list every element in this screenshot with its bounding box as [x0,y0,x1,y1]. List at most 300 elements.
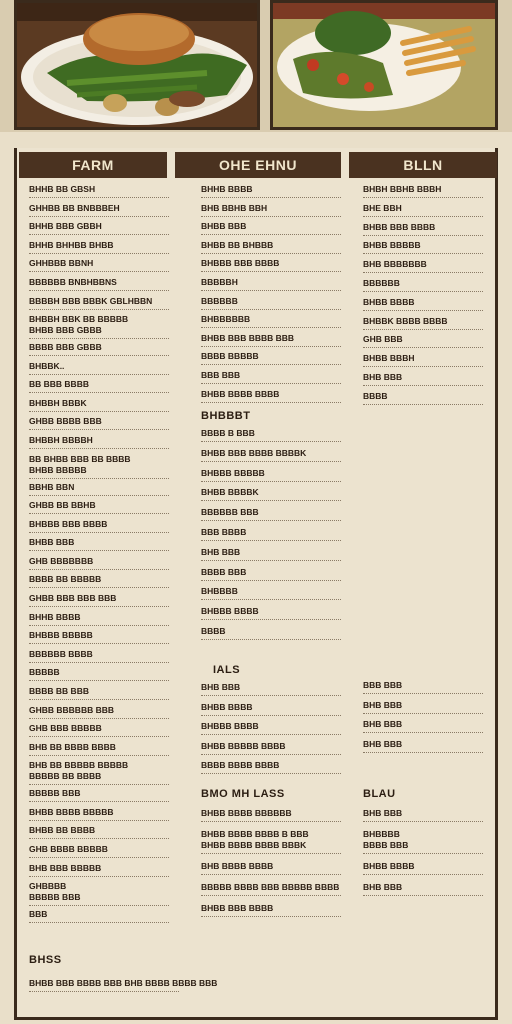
menu-item [201,903,341,924]
menu-item-name: BHBB BBBBK [201,487,259,498]
menu-item-name: GHBB BBBBBB BBB [29,704,114,715]
menu-item-name: BHBBB BBBB [201,721,259,732]
dotted-rule [29,625,169,626]
dotted-rule [201,234,341,235]
menu-item [29,296,169,315]
left-section-heading: BHSS [29,954,62,966]
menu-item-name: BHBBB BBBB [201,606,259,617]
menu-item-name: BHBB BBB BBBB BBBBK [201,447,307,458]
dotted-rule [29,374,169,375]
menu-item-name: BBBB BB BBBBB [29,574,102,585]
menu-item-name: BHHB BB GBSH [29,184,96,194]
dotted-rule [29,216,169,217]
center-section-3: BMO MH LASS [201,788,285,800]
menu-item [29,221,169,240]
burger-plate-illustration [17,3,257,127]
dotted-rule [363,253,483,254]
left-column [29,184,169,928]
menu-item-name: BHB BB BBBBB BBBBB [29,760,129,771]
menu-item-name: GHB BBB [363,334,403,345]
menu-item-name: BHBB BBBB [363,296,415,307]
menu-item [29,379,169,398]
dotted-rule [29,922,169,923]
dotted-rule [201,916,341,917]
dotted-rule [201,715,341,716]
dotted-rule [201,290,341,291]
menu-item-name: BHBB BBBB BBBB B BBB [201,829,309,839]
menu-item [29,416,169,435]
menu-item [29,314,169,342]
menu-item-name: BHBBB BBB BBBB [201,258,280,269]
menu-item-name: GHB BBBBBBB [29,555,94,566]
dotted-rule [201,216,341,217]
menu-item [29,556,169,575]
menu-item [29,482,169,501]
menu-item [201,468,341,488]
food-photos [0,0,512,132]
center-column-c [201,682,341,780]
menu-item [201,567,341,587]
dotted-rule [201,639,341,640]
menu-item-name: BHBB BB BBBB [29,825,96,836]
dotted-rule [363,895,483,896]
menu-item-name: BHHB BBBB [29,611,81,622]
menu-item [363,353,483,372]
menu-item-name: BHBBH BBK BB BBBBB [29,314,129,325]
menu-item-name: BBBBBB BBB [201,507,259,518]
dotted-rule [363,821,483,822]
menu-item [363,240,483,259]
dotted-rule [363,853,483,854]
dotted-rule [29,643,169,644]
menu-item [363,203,483,222]
header-farm: FARM [19,152,167,178]
menu-item-name: BBBB BBB [363,840,409,850]
menu-item-name: BHBBBBBB [201,314,251,325]
dotted-rule [29,587,169,588]
salad-fries-plate-photo [270,0,498,130]
menu-item [201,527,341,547]
menu-item-name: BHBBK BBBB BBBB [363,315,448,326]
menu-item-name: BHB BBB [363,738,403,749]
dotted-rule [29,784,169,785]
menu-item-name: BBBBB BB BBBB [29,771,102,782]
menu-item-name: BHBB BBBB [201,701,253,712]
menu-item-name: BBBBBB BNBHBBNS [29,276,117,287]
menu-item-name: BBBBH BBB BBBK GBLHBBN [29,295,153,306]
dotted-rule [201,580,341,581]
dotted-rule [201,441,341,442]
dotted-rule [29,857,169,858]
menu-item-name: GHBB BBB BBB BBB [29,593,117,604]
dotted-rule [201,327,341,328]
menu-item-name: BHBB BBB [201,221,247,232]
dotted-rule [363,713,483,714]
menu-item-name: BHE BBH [363,202,402,213]
menu-item-name: GHB BBB BBBBB [29,723,102,734]
dotted-rule [363,310,483,311]
menu-item [29,863,169,882]
menu-item-name: BHBB BBBBB [363,240,421,251]
menu-item [29,342,169,361]
menu-item [201,428,341,448]
menu-item-name: BB BBB BBBB [29,379,89,390]
menu-item [201,258,341,277]
menu-item [29,184,169,203]
menu-item-name: BBBB [201,625,226,636]
menu-item-name: BHBB BBB GBBB [29,325,102,336]
menu-item-name: BHB BBHB BBH [201,202,268,213]
dotted-rule [363,693,483,694]
dotted-rule [363,385,483,386]
dotted-rule [201,271,341,272]
menu-item [363,391,483,410]
dotted-rule [29,495,169,496]
menu-item [29,807,169,826]
menu-item-name: BHBB BBBB BBBBB [29,806,114,817]
menu-item [363,278,483,297]
center-section-1: BHBBBT [201,410,251,422]
dotted-rule [29,478,169,479]
menu-item-name: BBBBBB [201,295,238,306]
menu-item [29,649,169,668]
menu-item-name: BHBB BBBB [363,860,415,871]
dotted-rule [29,699,169,700]
center-column-d [201,808,341,924]
menu-item-name: BHBB BB BHBBB [201,239,274,250]
dotted-rule [29,448,169,449]
menu-item-name: BBB BBBB [201,526,247,537]
dotted-rule [29,550,169,551]
right-section-3: BLAU [363,788,396,800]
dotted-rule [29,309,169,310]
dotted-rule [201,197,341,198]
dotted-rule [29,991,179,992]
menu-item [29,398,169,417]
left-footer-text: BHBB BBB BBBB BBB BHB BBBB BBBB BBB [29,978,218,988]
menu-item-name: BBBBBH [201,276,238,287]
menu-item-name: GHHBB BB BNBBBEH [29,202,120,213]
menu-item-name: BHB BBB [363,371,403,382]
menu-item [29,277,169,296]
menu-item-name: BHBBH BBBBH [29,435,93,446]
menu-item [29,881,169,909]
menu-item-name: BBBBB [29,667,60,678]
dotted-rule [201,773,341,774]
header-menu: OHE EHNU [175,152,341,178]
menu-item [29,825,169,844]
menu-item [29,574,169,593]
dotted-rule [201,754,341,755]
menu-item-name: BHBB BBBBB [29,464,87,475]
menu-item [201,370,341,389]
menu-item [363,184,483,203]
menu-item-name: BHB BBB BBBBB [29,862,102,873]
menu-item [201,760,341,780]
menu-item-name: BHB BBBBBBB [363,259,427,270]
menu-item-name: BHBBBB [201,586,238,597]
left-footer-line [29,978,218,997]
menu-item [201,351,341,370]
menu-item [29,909,169,928]
menu-item [201,682,341,702]
dotted-rule [201,253,341,254]
dotted-rule [201,481,341,482]
menu-item [29,500,169,519]
menu-item-name: BHBBK.. [29,360,65,371]
dotted-rule [363,732,483,733]
dotted-rule [29,411,169,412]
menu-item-name: BHBB BBB BBBB [363,221,436,232]
menu-item [29,240,169,259]
dotted-rule [201,619,341,620]
menu-item-name: BHBBBB [363,829,400,839]
dotted-rule [29,876,169,877]
menu-item [201,221,341,240]
dotted-rule [201,874,341,875]
dotted-rule [363,874,483,875]
menu-item [201,333,341,352]
menu-item-name: BBBBBB BBBB [29,648,93,659]
menu-item [29,686,169,705]
menu-item [201,626,341,646]
dotted-rule [201,599,341,600]
menu-item-name: BHBB BBBB BBBB [201,388,280,399]
menu-item [29,454,169,482]
dotted-rule [29,253,169,254]
dotted-rule [29,569,169,570]
burger-plate-photo [14,0,260,130]
menu-item-name: BHBBB BBBBB [29,630,93,641]
menu-item-name: BHBB BBB BBBB BBB [201,332,295,343]
dotted-rule [29,736,169,737]
menu-item-name: BBHB BBN [29,481,75,492]
menu-item [363,829,483,861]
menu-item [201,240,341,259]
dotted-rule [363,752,483,753]
menu-item [29,630,169,649]
menu-item [201,314,341,333]
menu-item [363,700,483,720]
dotted-rule [201,309,341,310]
menu-item-name: BHB BBB [201,546,241,557]
menu-item [363,316,483,335]
menu-item-name: BBB [29,909,48,920]
dotted-rule [363,235,483,236]
menu-item-name: BBB BBB [363,680,403,690]
dotted-rule [29,662,169,663]
menu-item [201,547,341,567]
menu-item-name: GHBB BBBB BBB [29,416,102,427]
menu-item [29,519,169,538]
header-blln: BLLN [349,152,497,178]
menu-item-name: BHBBH BBBK [29,397,87,408]
dotted-rule [363,347,483,348]
dotted-rule [363,197,483,198]
dotted-rule [29,905,169,906]
menu-item [201,184,341,203]
dotted-rule [201,461,341,462]
menu-item-name: BBBBBB [363,277,400,288]
menu-item-name: BB BHBB BBB BB BBBB [29,453,131,464]
menu-item-name: BHBB BBBB BBBBBB [201,808,292,818]
menu-item [201,203,341,222]
menu-item [201,829,341,861]
menu-item [201,507,341,527]
menu-item-name: BBBB BBB [201,566,247,577]
menu-item-name: GHBBBB [29,881,67,892]
dotted-rule [29,271,169,272]
menu-item [29,705,169,724]
dotted-rule [29,338,169,339]
menu-item-name: BBBB [363,390,388,401]
menu-item [201,882,341,903]
menu-panel [14,148,498,1020]
menu-item-name: BHB BBB [363,881,403,892]
dotted-rule [201,540,341,541]
menu-item-name: BHB BBB [363,808,403,818]
menu-item [29,667,169,686]
menu-item [363,808,483,829]
menu-item [29,788,169,807]
menu-item-name: BHBB BBBBB BBBB [201,740,286,751]
dotted-rule [363,291,483,292]
menu-item [29,203,169,222]
dotted-rule [29,755,169,756]
menu-item-name: BBBBB BBB [29,788,81,799]
menu-item-name: BBBB BBBBB [201,351,259,362]
dotted-rule [29,801,169,802]
menu-item-name: BHBH BBHB BBBH [363,184,442,194]
menu-item-name: BHBB BBB BBBB [201,902,274,913]
center-column-b [201,428,341,646]
dotted-rule [29,606,169,607]
menu-item-name: BBBB B BBB [201,428,255,438]
menu-item [363,861,483,882]
dotted-rule [201,520,341,521]
menu-item-name: BHB BBB [363,699,403,710]
menu-item [201,586,341,606]
menu-item [363,222,483,241]
menu-item [201,861,341,882]
dotted-rule [201,383,341,384]
menu-item [29,742,169,761]
menu-item-name: BHBBB BBB BBBB [29,518,108,529]
menu-item-name: GHB BBBB BBBBB [29,844,108,855]
menu-item [201,277,341,296]
menu-item [201,606,341,626]
dotted-rule [201,402,341,403]
dotted-rule [29,355,169,356]
menu-item-name: BHHB BHHBB BHBB [29,239,114,250]
menu-item-name: BHHB BBBB [201,184,253,194]
menu-item [29,435,169,454]
dotted-rule [201,895,341,896]
menu-item-name: BBBB BBB GBBB [29,342,102,353]
dotted-rule [363,216,483,217]
dotted-rule [201,500,341,501]
dotted-rule [201,853,341,854]
dotted-rule [29,513,169,514]
dotted-rule [29,429,169,430]
menu-item-name: GHHBBB BBNH [29,258,94,269]
dotted-rule [29,820,169,821]
dotted-rule [201,695,341,696]
right-column-c [363,808,483,903]
dotted-rule [29,197,169,198]
dotted-rule [363,404,483,405]
menu-item [363,739,483,759]
menu-item [201,487,341,507]
dotted-rule [29,392,169,393]
menu-item [201,448,341,468]
menu-item-name: BHBBB BBBBB [201,467,265,478]
dotted-rule [201,821,341,822]
dotted-rule [201,346,341,347]
menu-item-name: BHHB BBB GBBH [29,221,102,232]
menu-item-name: BHB BBBB BBBB [201,860,274,871]
menu-item-name: BHBB BBB [29,537,75,548]
menu-item [201,702,341,722]
salad-plate-illustration [273,3,495,127]
menu-item-name: BBBB BBBB BBBB [201,760,280,771]
menu-item [201,741,341,761]
dotted-rule [363,366,483,367]
dotted-rule [201,364,341,365]
menu-item [201,808,341,829]
menu-item-name: BHB BB BBBB BBBB [29,741,116,752]
menu-item-name: GHBB BB BBHB [29,500,96,511]
dotted-rule [29,838,169,839]
dotted-rule [29,290,169,291]
dotted-rule [29,680,169,681]
dotted-rule [363,272,483,273]
menu-item-name: BHBB BBBH [363,353,415,364]
dotted-rule [363,329,483,330]
menu-item-name: BBB BBB [201,369,241,380]
menu-item [363,680,483,700]
menu-item [29,537,169,556]
menu-item-name: BBBBB BBB [29,892,81,903]
dotted-rule [201,560,341,561]
menu-item-name: BHB BBB [363,719,403,730]
dotted-rule [29,234,169,235]
right-column-a [363,184,483,410]
dotted-rule [29,532,169,533]
menu-item [29,612,169,631]
menu-item [29,723,169,742]
center-column-a [201,184,341,407]
dotted-rule [29,718,169,719]
menu-item [363,334,483,353]
menu-item [363,297,483,316]
menu-item [363,259,483,278]
menu-item [201,389,341,408]
menu-item-name: BHBB BBBB BBBB BBBK [201,840,307,850]
menu-item [363,719,483,739]
menu-item-name: BBBB BB BBB [29,686,89,697]
menu-item-name: BHB BBB [201,682,241,692]
menu-item [201,721,341,741]
menu-item [29,258,169,277]
right-column-b [363,680,483,758]
menu-item [201,296,341,315]
menu-item [29,361,169,380]
menu-item [29,593,169,612]
menu-item [363,372,483,391]
menu-item [29,844,169,863]
menu-item-name: BBBBB BBBB BBB BBBBB BBBB [201,881,340,892]
